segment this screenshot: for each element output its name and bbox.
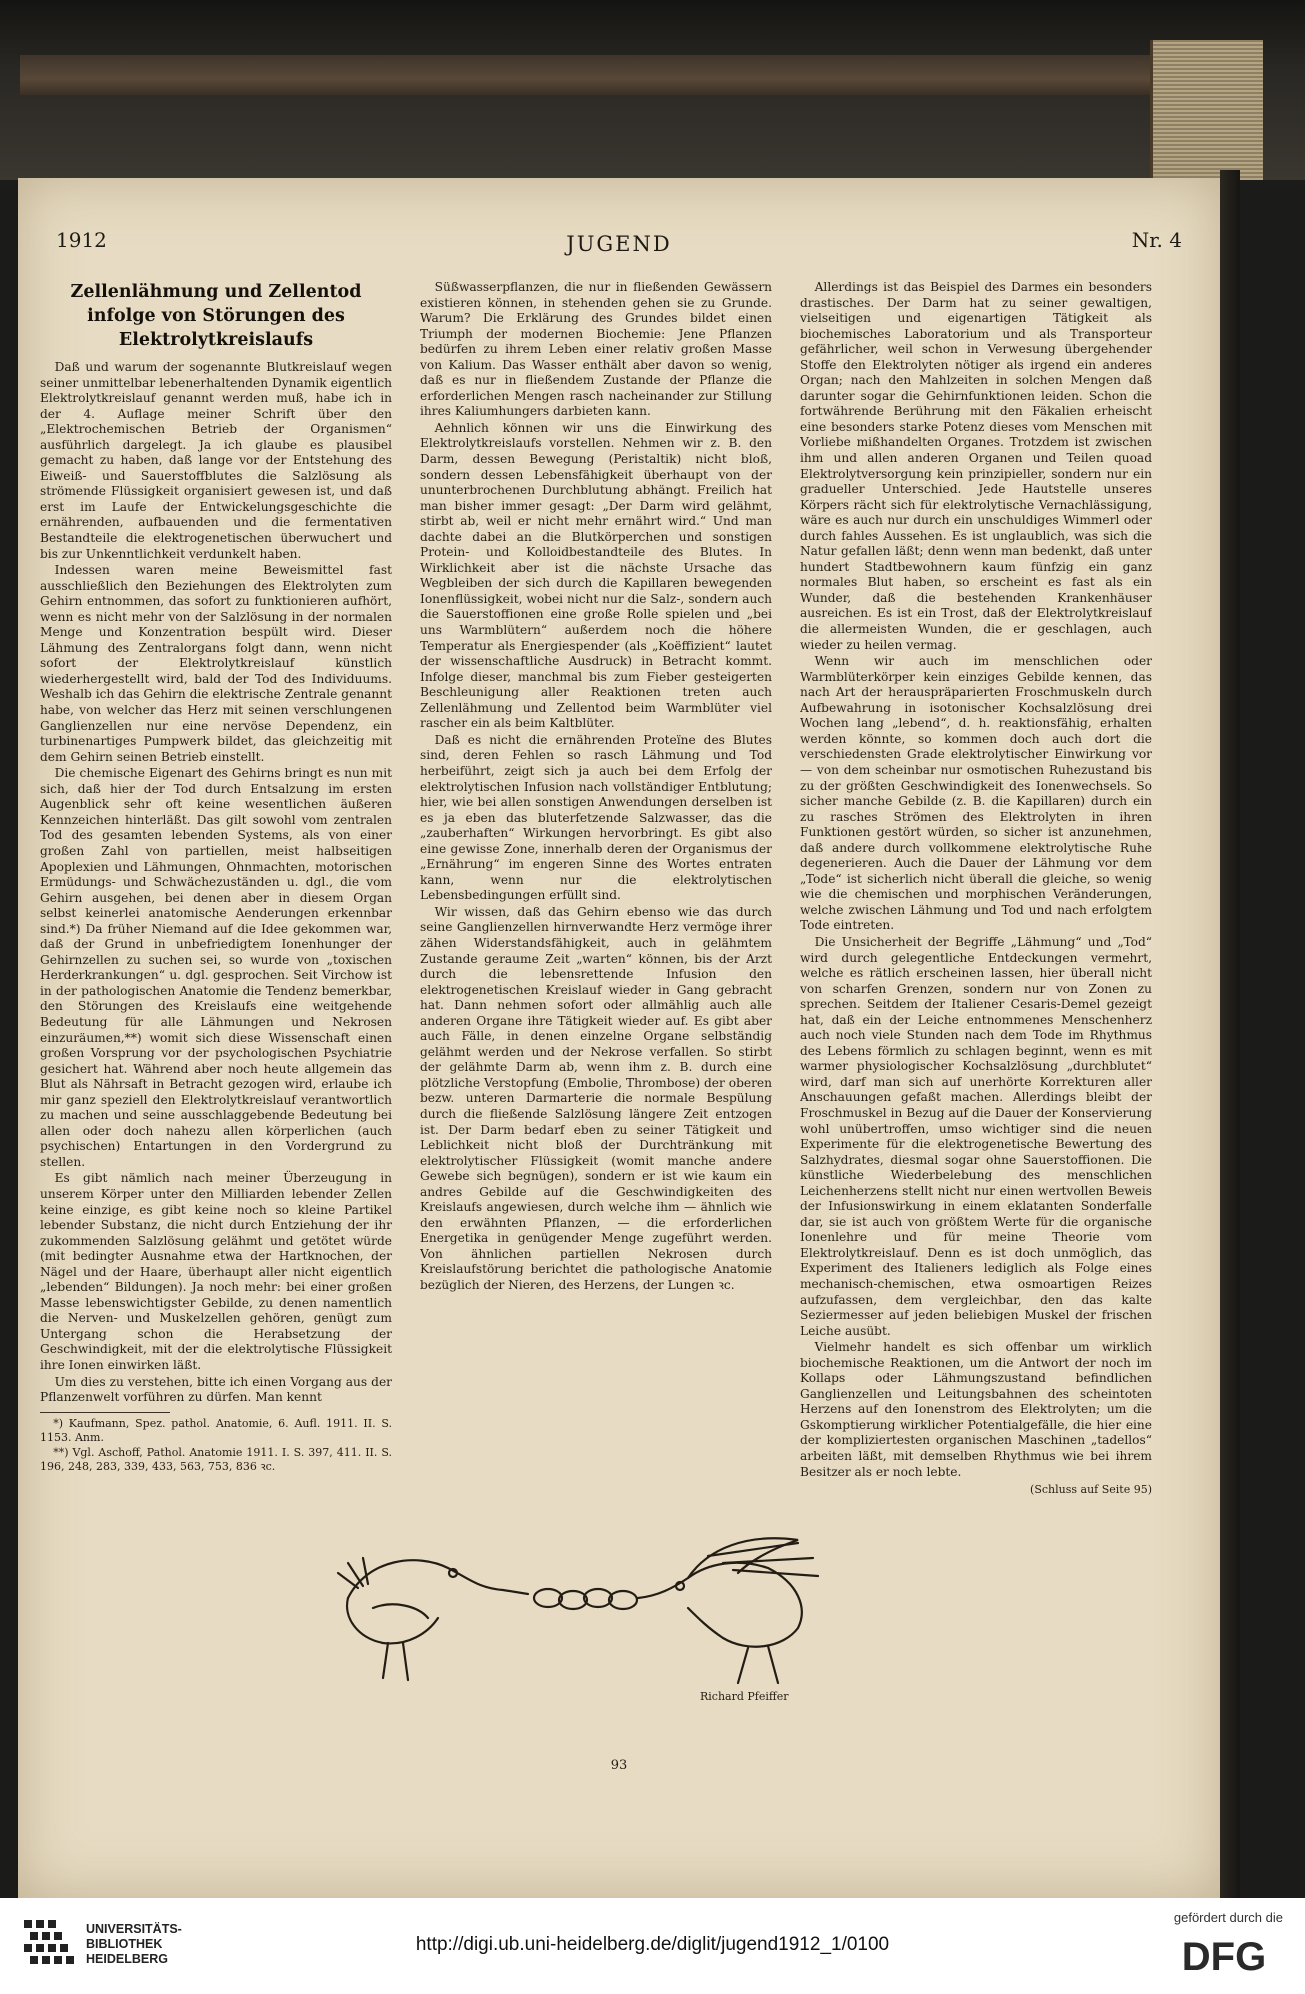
paragraph: Aehnlich können wir uns die Einwirkung des Elektrolytkreislaufs vorstellen. Nehmen wir z. B. den Darm, dessen Bewegung (Peristaltik) nicht bloß, sondern dessen Lebensfähigkeit überhaupt von der ununterbrochenen Durchblutung abhängt. Freilich hat man bisher immer gesagt: „Der Darm wird gelähmt, stirbt ab, weil er nicht mehr ernährt wird.“ Und man dachte dabei an die Blutkörperchen und sonstigen Protein- und Kolloidbestandteile des Blutes. In Wirklichkeit aber ist die nächste Ursache das Wegbleiben der sich durch die Kapillaren bewegenden Ionenflüssigkeit, wobei nicht nur die Salz-, sondern auch die Sauerstoffionen eine große Rolle spielen und „bei uns Warmblütern“ außerdem noch die höhere Temperatur als Energiespender (als „Koëffizient“ lautet der wissenschaftliche Ausdruck) in Betracht kommt. Infolge dieser, manchmal bis zum Fieber gesteigerten Beschleunigung aller Reaktionen treten auch Zellenlähmung und Zellentod beim Warmblüter viel rascher ein als beim Kaltblüter. [420,420,772,731]
footnote-rule [40,1412,170,1413]
footnote: *) Kaufmann, Spez. pathol. Anatomie, 6. Aufl. 1911. II. S. 1153. Anm. [40,1416,392,1444]
illustration-signature: Richard Pfeiffer [700,1690,789,1703]
paragraph: Süßwasserpflanzen, die nur in fließenden Gewässern existieren können, in stehenden gehen sie zu Grunde. Warum? Die Erklärung des Grundes bildet einen Triumph der modernen Biochemie: Jene Pflanzen bedürfen zu ihrem Leben einer relativ großen Masse von Kalium. Das Wasser enthält aber davon so wenig, daß es nur in fließendem Zustande der Pflanze die erforderlichen Mengen rasch nacheinander zur Stillung ihres Kaliumhungers darbieten kann. [420,280,772,419]
paragraph: Die chemische Eigenart des Gehirns bringt es nun mit sich, daß hier der Tod durch Entsalzung im ersten Augenblick sehr oft keine wesentlichen äußeren Kennzeichen hinterläßt. Das gilt sowohl vom zentralen Tod des gesamten lebenden Systems, als von einer großen Zahl von partiellen, meist halbseitigen Apoplexien und Lähmungen, Ohnmachten, motorischen Ermüdungs- und Schwächezuständen u. dgl., die vom Gehirn ausgehen, bei denen aber in diesem Organ selbst keinerlei anatomische Aenderungen erkennbar sind.*) Da früher Niemand auf die Idee gekommen war, daß der Grund in unbefriedigtem Ionenhunger der Gehirnzellen zu suchen sei, so wurde von „toxischen Herderkrankungen“ u. dgl. gesprochen. Seit Virchow ist in der pathologischen Anatomie die Tendenz bemerkbar, den Störungen des Kreislaufs eine weitgehende Bedeutung für alle Lähmungen und Nekrosen einzuräumen,**) womit sich diese Wissenschaft einen großen Vorsprung vor der psychologischen Psychiatrie gesichert hat. Während aber noch heute allgemein das Blut als Nährsaft in Betracht gezogen wird, erlaube ich mir ganz speziell den Elektrolytkreislauf verantwortlich zu machen und seine ausschlaggebende Bedeutung bei allen oder doch nahezu allen körperlichen (auch psychischen) Entartungen in den Vordergrund zu stellen. [40,766,392,1169]
library-line: HEIDELBERG [86,1952,168,1966]
paragraph: Daß und warum der sogenannte Blutkreislauf wegen seiner unmittelbar lebenerhaltenden Dynamik eigentlich Elektrolytkreislauf genannt werden muß, habe ich in der 4. Auflage meiner Schrift über den „Elektrochemischen Betrieb der Organismen“ ausführlich dargelegt. Ja ich glaube es plausibel gemacht zu haben, daß lange vor der Entstehung des Eiweiß- und Sauerstoffblutes die Salzlösung als strömende Flüssigkeit organisiert gewesen ist, und daß erst im Laufe der Entwickelungsgeschichte die ernährenden, aufbauenden und die fermentativen Bestandteile die elektrogenetischen überwuchert und bis zur Unkenntlichkeit verdunkelt haben. [40,360,392,561]
header-title: JUGEND [566,232,672,256]
library-line: UNIVERSITÄTS- [86,1922,182,1936]
book-spine-band [20,55,1250,95]
paragraph: Es gibt nämlich nach meiner Überzeugung in unserem Körper unter den Milliarden lebender Zellen keine einzige, es gibt keine noch so kleine Partikel lebender Substanz, die nicht durch Entziehung der ihr zukommenden Salzlösung gelähmt und getötet würde (mit bedingter Ausnahme etwa der Hartknochen, der Nägel und der Haare, überhaupt aller nicht eigentlich „lebenden“ Bildungen). Ja noch mehr: bei einer großen Masse lebenswichtigster Gebilde, zu denen namentlich die Nerven- und Muskelzellen gehören, genügt zum Untergang schon die Herabsetzung der Geschwindigkeit, mit der die elektrolytische Flüssigkeit ihre Ionen einwirken läßt. [40,1171,392,1372]
page-shadow [1220,170,1240,1900]
paragraph: Die Unsicherheit der Begriffe „Lähmung“ und „Tod“ wird durch gelegentliche Entdeckungen vermehrt, welche es rätlich erscheinen lassen, hier überall nicht von scharfen Grenzen, sondern nur von Zonen zu sprechen. Seitdem der Italiener Cesaris-Demel gezeigt hat, daß ein der Leiche entnommenes Menschenherz auch noch viele Stunden nach dem Tode im Rhythmus des Lebens förmlich zu schlagen beginnt, wenn es mit warmer physiologischer Kochsalzlösung „durchblutet“ wird, darf man sich auf unerhörte Korrekturen aller Anschauungen gefaßt machen. Allerdings bleibt der Froschmuskel in Bezug auf die Dauer der Konservierung wohl unübertroffen, umso wichtiger sind die neuen Experimente für die elektrogenetische Bewertung des Salzhydrates, diesmal sogar ohne Sauerstoffionen. Die künstliche Wiederbelebung des menschlichen Leichenherzens stellt nicht nur einen wertvollen Beweis der Infusionswirkung in einem eklatanten Sonderfalle dar, sie ist auch von größtem Werte für die organische Ionenlehre und für meine Theorie vom Elektrolytkreislauf. Denn es ist doch unmöglich, das Experiment des Italieners lediglich als Folge eines mechanisch-chemischen, etwa osmoartigen Reizes aufzufassen, dem vergleichbar, den das kalte Seziermesser auf jeden beliebigen Muskel der frischen Leiche ausübt. [800,934,1152,1338]
text-column-1 [40,280,392,1700]
paragraph: Wir wissen, daß das Gehirn ebenso wie das durch seine Ganglienzellen hirnverwandte Herz vermöge ihrer zähen Widerstandsfähigkeit, auch in gelähmtem Zustande geraume Zeit „warten“ können, bis der Arzt durch die lebensrettende Infusion den elektrogenetischen Kreislauf wieder in Gang gebracht hat. Dann nehmen sofort oder allmählig auch alle anderen Organe ihre Tätigkeit wieder auf. Es gibt aber auch Fälle, in denen einzelne Organe selbständig gelähmt werden und der Nekrose verfallen. So stirbt der gelähmte Darm ab, wenn ihm z. B. durch eine plötzliche Verstopfung (Embolie, Thrombose) der oberen bezw. unteren Darmarterie die normale Bespülung durch die fließende Salzlösung längere Zeit entzogen ist. Der Darm bedarf eben zu seiner Tätigkeit und Leblichkeit nicht bloß der Durchtränkung mit elektrolytischer Flüssigkeit (womit manche andere Gewebe sich begnügen), sondern er ist wie kaum ein andres Gebilde auf die Geschwindigkeiten des Kreislaufs angewiesen, durch welche ihm — ähnlich wie den erwähnten Pflanzen, — die erforderlichen Energetika in genügender Menge zugeführt werden. Von ähnlichen partiellen Nekrosen durch Kreislaufstörung berichtet die pathologische Anatomie bezüglich der Nieren, des Herzens, der Lungen ꝛc. [420,904,772,1292]
text-column-2 [420,280,772,1690]
paragraph: Vielmehr handelt es sich offenbar um wirklich biochemische Reaktionen, um die Antwort der noch im Kollaps oder Lähmungszustand befindlichen Ganglienzellen und Leitungsbahnen des scheintoten Herzens auf den Ionenstrom des Elektrolyten; um die Gskomptierung wirklicher Potentialgefälle, die hier eine der kompliziertesten organischen Maschinen „tadellos“ arbeiten läßt, mit demselben Rhythmus wie bei ihrem Besitzer als er noch lebte. [800,1340,1152,1479]
viewer-footer [0,1898,1305,1994]
scanned-page [18,178,1220,1898]
funded-by-label: gefördert durch die [1173,1910,1283,1925]
running-header [56,228,1182,258]
dfg-logo-text: DFG [1181,1935,1267,1978]
paragraph: Daß es nicht die ernährenden Proteïne des Blutes sind, deren Fehlen so rasch Lähmung und Tod herbeiführt, zeigt sich ja auch bei dem Erfolg der elektrolytischen Infusion nach vollständiger Entblutung; hier, wie bei allen sonstigen Anwendungen derselben ist es ja eben das bluterfetzende Salzwasser, das die „zauberhaften“ Wirkungen hervorbringt. Es gibt also eine gewisse Zone, innerhalb deren der Organismus der „Ernährung“ im engeren Sinne des Wortes entraten kann, wenn nur die elektrolytischen Lebensbedingungen erfüllt sind. [420,732,772,903]
footnote: **) Vgl. Aschoff, Pathol. Anatomie 1911. I. S. 397, 411. II. S. 196, 248, 283, 339, 433, 563, 753, 836 ꝛc. [40,1445,392,1473]
article-title: Zellenlähmung und Zellentod infolge von Störungen des Elektrolytkreislaufs [70,282,362,350]
header-issue: Nr. 4 [1131,228,1182,252]
dfg-logo-icon [1165,1932,1283,1978]
text-column-3 [800,280,1152,1780]
paragraph: Wenn wir auch im menschlichen oder Warmblüterkörper kein einziges Gebilde kennen, das nach Art der herauspräparierten Froschmuskeln durch Aufbewahrung in isotonischer Kochsalzlösung drei Wochen lang „lebend“, d. h. reaktionsfähig, erhalten werden könnte, so kommen doch auch dort die verschiedensten Grade elektrolytischer Einwirkung vor — von dem scheinbar nur osmotischen Ruhezustand bis zu der größten Geschwindigkeit des Ionenwechsels. So sicher manche Gebilde (z. B. die Kapillaren) durch ein zu rasches Strömen des Elektrolyten in ihren Funktionen gestört würden, so sicher ist anzunehmen, daß andere durch vollkommene elektrolytische Ruhe degenerieren. Auch die Dauer der Lähmung vor dem „Tode“ ist sicherlich nicht überall die gleiche, so wenig wie die chemischen und morphischen Veränderungen, welche zwischen Lähmung und Tod und nach erfolgtem Tode eintreten. [800,654,1152,933]
header-year: 1912 [56,228,107,252]
paragraph: Indessen waren meine Beweismittel fast ausschließlich den Beziehungen des Elektrolyten zum Gehirn entnommen, das sofort zu funktionieren aufhört, wenn es nicht mehr von der Salzlösung in der normalen Menge und Konzentration bespült wird. Dieser Lähmung des Zentralorgans folgt dann, wenn nicht sofort der Elektrolytkreislauf künstlich wiederhergestellt wird, bald der Tod des Individuums. Weshalb ich das Gehirn die elektrische Zentrale genannt habe, von welcher das Herz mit seinen verschlungenen Ganglienzellen nur eine nervöse Dependenz, ein turbinenartiges Pumpwerk bildet, das gleichzeitig mit dem Gehirn seinen Betrieb einstellt. [40,563,392,764]
paragraph: Allerdings ist das Beispiel des Darmes ein besonders drastisches. Der Darm hat zu seiner gewaltigen, vielseitigen und eigenartigen Tätigkeit als biochemisches Laboratorium und als Transporteur gefährlicher, weil schon in Verwesung übergehender Stoffe den Elektrolyten nötiger als irgend ein anderes Organ; nach den Mahlzeiten in solchen Mengen daß darunter sogar die Gehirnfunktionen leiden. Schon die fortwährende Berührung mit den Fäkalien erheischt eine besonders starke Potenz dieses vom Menschen mit Vorliebe mißhandelten Organes. Trotzdem ist zwischen ihm und allen anderen Organen und Teilen quoad Elektrolytversorgung kein prinzipieller, sondern nur ein gradueller Unterschied. Jede Hautstelle unseres Körpers rächt sich für elektrolytische Vernachlässigung, wäre es auch nur durch ein unschuldiges Wimmerl oder durch fahles Aussehen. Es ist unglaublich, was sich die Natur gefallen läßt; denn wenn man bedenkt, daß unter hundert Stadtbewohnern kaum fünfzig ein ganz normales Blut haben, so erscheint es fast als ein Wunder, daß die bestehenden Krankenhäuser ausreichen. Es ist ein Trost, daß der Elektrolytkreislauf die allermeisten Wunden, die er geschlagen, auch wieder zu heilen vermag. [800,280,1152,652]
permalink-url[interactable]: http://digi.ub.uni-heidelberg.de/diglit/jugend1912_1/0100 [415,1934,890,1955]
paragraph: Um dies zu verstehen, bitte ich einen Vorgang aus der Pflanzenwelt vorführen zu dürfen. Man kennt [40,1374,392,1405]
book-page-edges [1150,40,1263,180]
library-line: BIBLIOTHEK [86,1937,163,1951]
continued-note: (Schluss auf Seite 95) [1030,1483,1152,1497]
ink-illustration-birds-chain [328,1528,838,1693]
page-number: 93 [610,1758,628,1773]
